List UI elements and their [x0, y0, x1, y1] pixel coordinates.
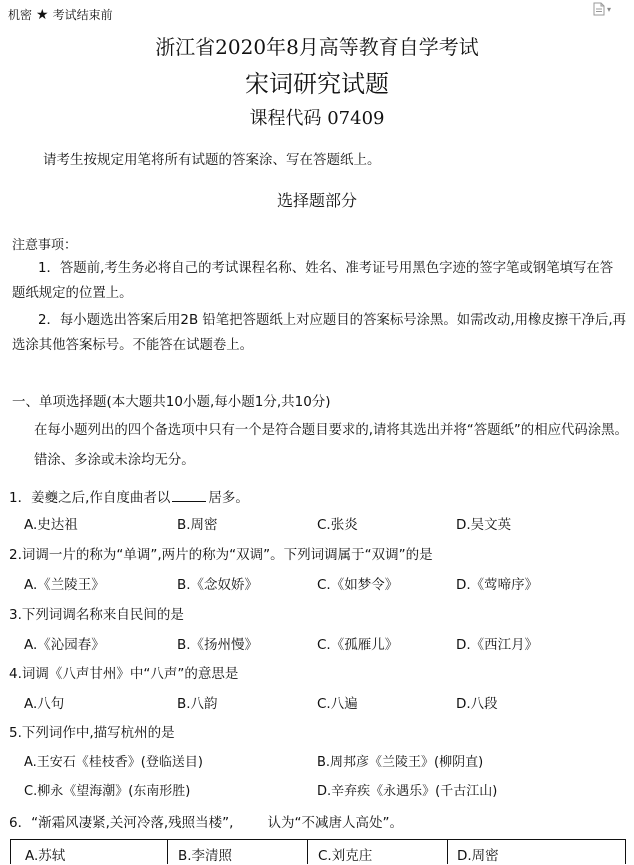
question-1-stem	[9, 486, 249, 506]
question-1-stem-text: 1．姜夔之后,作自度曲者以	[9, 490, 171, 506]
q1-option-d[interactable]: D.吴文英	[456, 517, 512, 533]
q4-option-b[interactable]: B.八韵	[177, 696, 218, 712]
q2-option-a[interactable]: A.《兰陵王》	[24, 577, 105, 593]
q1-option-a[interactable]: A.史达祖	[24, 517, 78, 533]
q2-option-c[interactable]: C.《如梦令》	[317, 577, 399, 593]
question-4-stem: 4.词调《八声甘州》中“八声”的意思是	[9, 666, 239, 682]
question-2-stem: 2.词调一片的称为“单调”,两片的称为“双调”。下列词调属于“双调”的是	[9, 547, 433, 563]
note-item-1: 1．答题前,考生务必将自己的考试课程名称、姓名、准考证号用黑色字迹的签字笔或钢笔填写在答题纸规定的位置上。	[12, 261, 614, 301]
q4-option-c[interactable]: C.八遍	[317, 696, 358, 712]
q5-option-c[interactable]: C.柳永《望海潮》(东南形胜)	[24, 784, 191, 799]
header-before-exam-end: 考试结束前	[52, 8, 113, 22]
fill-blank	[172, 489, 206, 502]
q4-option-d[interactable]: D.八段	[456, 696, 498, 712]
exam-title: 浙江省2020年8月高等教育自学考试	[155, 35, 479, 59]
q3-option-d[interactable]: D.《西江月》	[456, 637, 539, 653]
q6-option-b[interactable]: B.李清照	[178, 848, 233, 864]
q6-option-c[interactable]: C.刘克庄	[318, 848, 373, 864]
q2-option-b[interactable]: B.《念奴娇》	[177, 577, 259, 593]
q5-option-b[interactable]: B.周邦彦《兰陵王》(柳阴直)	[317, 755, 484, 770]
q1-option-b[interactable]: B.周密	[177, 517, 218, 533]
question-1-stem-end: 居多。	[208, 490, 249, 506]
dropdown-arrow-icon[interactable]: ▾	[607, 5, 612, 14]
course-code: 课程代码 07409	[249, 108, 385, 129]
note-item-2: 2．每小题选出答案后用2B 铅笔把答题纸上对应题目的答案标号涂黑。如需改动,用橡皮擦干净后,再选涂其他答案标号。不能答在试题卷上。	[12, 313, 627, 353]
question-6-stem-quote: 6．“渐霜风凄紧,关河冷落,残照当楼”,	[9, 815, 234, 831]
q5-option-d[interactable]: D.辛弃疾《永遇乐》(千古江山)	[317, 784, 498, 799]
notes-title: 注意事项：	[12, 238, 78, 253]
q3-option-a[interactable]: A.《沁园春》	[24, 637, 105, 653]
q5-option-a[interactable]: A.王安石《桂枝香》(登临送目)	[24, 755, 203, 770]
q6-option-d[interactable]: D.周密	[457, 848, 499, 864]
q1-option-c[interactable]: C.张炎	[317, 517, 358, 533]
exam-subject: 宋词研究试题	[245, 70, 389, 98]
question-6-stem	[9, 811, 403, 831]
q4-option-a[interactable]: A.八句	[24, 696, 65, 712]
header-confidential: 机密	[8, 8, 33, 22]
answer-instruction: 请考生按规定用笔将所有试题的答案涂、写在答题纸上。	[43, 152, 381, 168]
part1-heading: 一、单项选择题(本大题共10小题,每小题1分,共10分)	[12, 394, 331, 410]
section-title: 选择题部分	[276, 191, 357, 210]
question-6-options	[10, 839, 626, 864]
q2-option-d[interactable]: D.《莺啼序》	[456, 577, 539, 593]
q3-option-c[interactable]: C.《孤雁儿》	[317, 637, 399, 653]
question-3-stem: 3.下列词调名称来自民间的是	[9, 607, 184, 623]
document-icon[interactable]	[593, 2, 605, 16]
question-6-stem-end: 认为“不减唐人高处”。	[267, 815, 403, 831]
star-icon: ★	[36, 7, 49, 23]
confidential-header	[8, 6, 113, 23]
q3-option-b[interactable]: B.《扬州慢》	[177, 637, 259, 653]
q6-option-a[interactable]: A.苏轼	[25, 848, 66, 864]
part1-description: 在每小题列出的四个备选项中只有一个是符合题目要求的,请将其选出并将“答题纸”的相应代码涂黑。错涂、多涂或未涂均无分。	[34, 423, 628, 468]
question-5-stem: 5.下列词作中,描写杭州的是	[9, 725, 175, 741]
